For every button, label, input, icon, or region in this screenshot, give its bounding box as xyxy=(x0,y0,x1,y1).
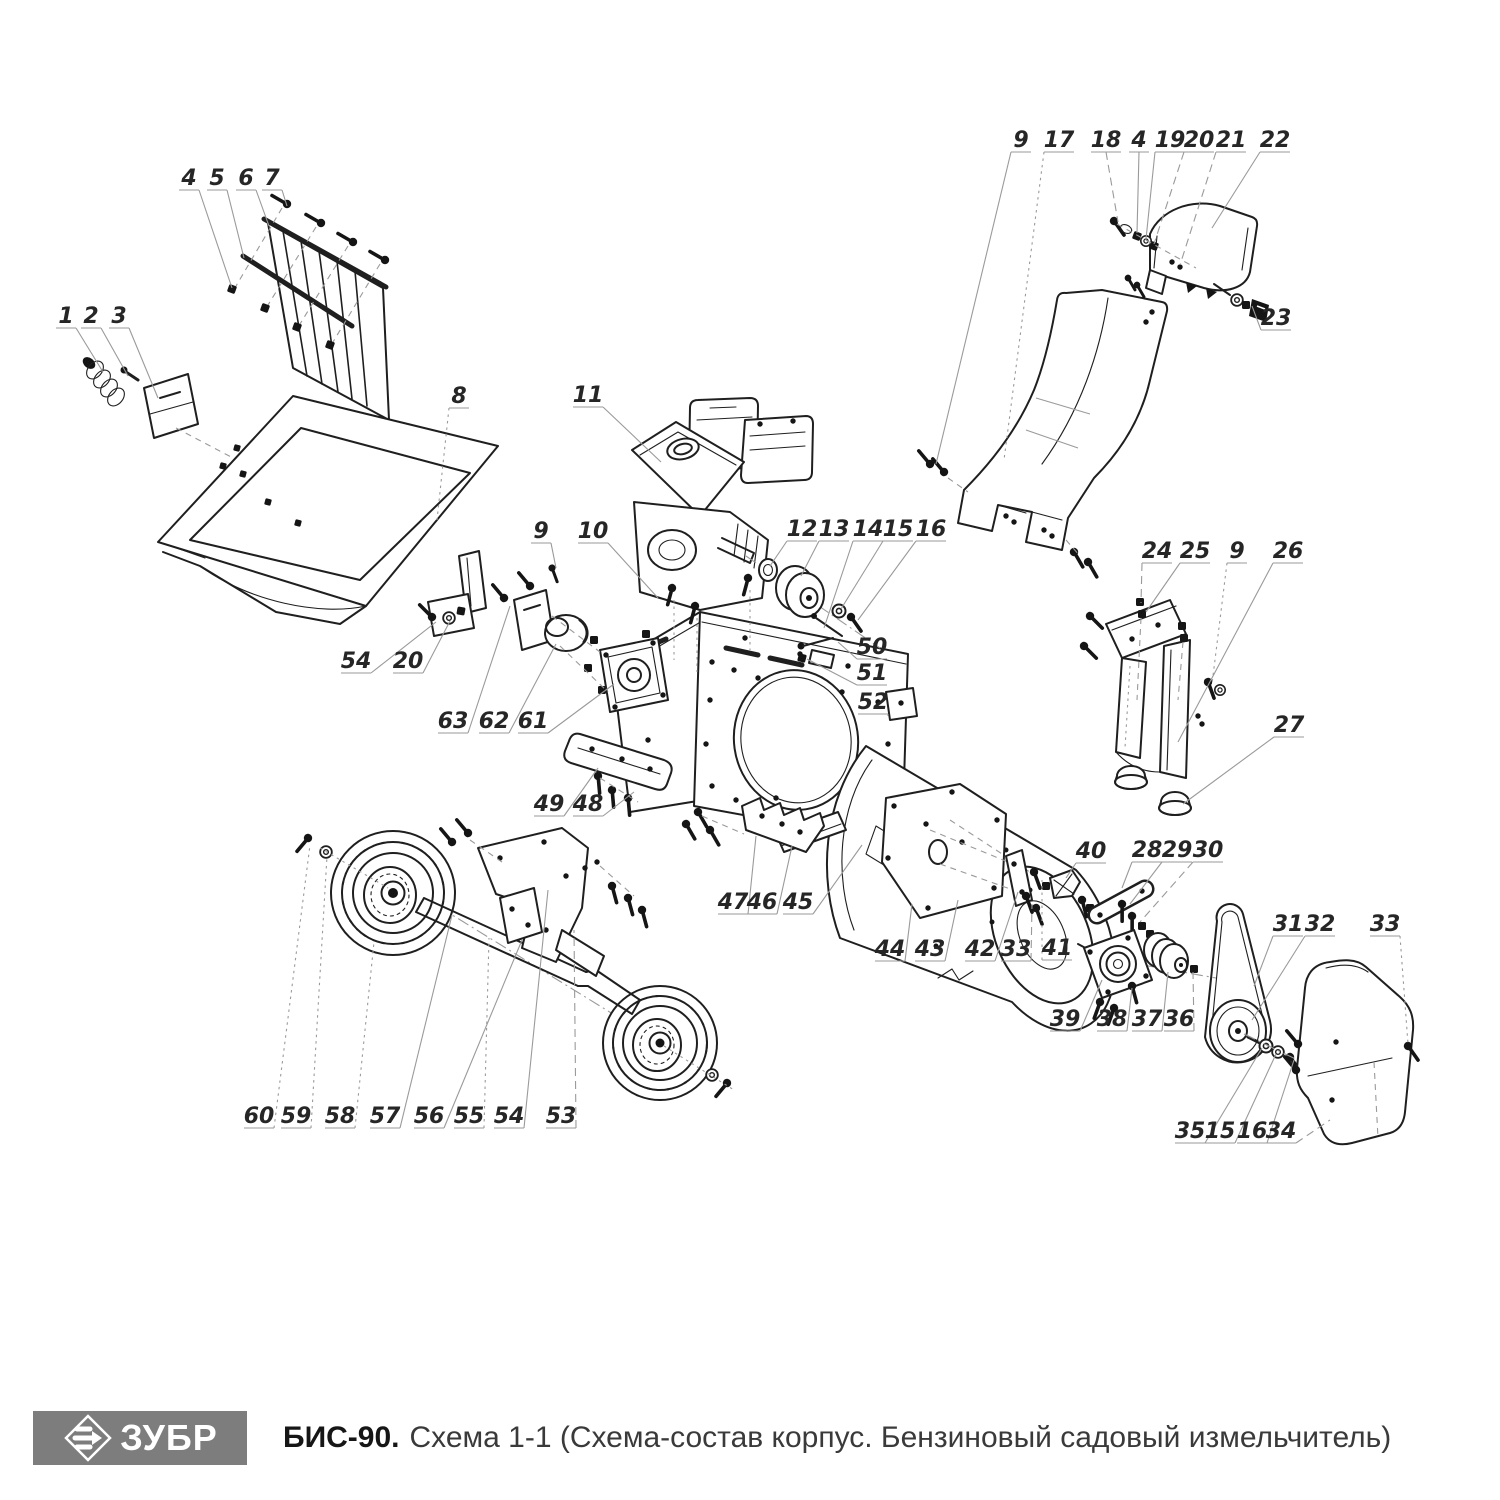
svg-text:15: 15 xyxy=(882,517,914,542)
callout-11 xyxy=(573,383,661,462)
svg-text:60: 60 xyxy=(243,1104,275,1129)
svg-text:44: 44 xyxy=(874,937,906,962)
brand-logo xyxy=(33,1411,247,1465)
svg-text:61: 61 xyxy=(517,709,549,734)
callout-4-2 xyxy=(1129,128,1149,233)
callout-31 xyxy=(1254,912,1303,986)
stand-group xyxy=(1078,598,1225,815)
svg-text:56: 56 xyxy=(413,1104,445,1129)
svg-text:58: 58 xyxy=(324,1104,356,1129)
svg-text:16: 16 xyxy=(1236,1119,1268,1144)
svg-text:4: 4 xyxy=(1131,128,1147,153)
svg-text:8: 8 xyxy=(451,384,467,409)
callout-36 xyxy=(1164,972,1195,1032)
scheme-label: Схема 1-1 (Схема-состав корпус. Бензиновый садовый измельчитель) xyxy=(409,1421,1392,1454)
svg-text:55: 55 xyxy=(453,1104,485,1129)
callout-9-2 xyxy=(936,128,1031,464)
svg-text:51: 51 xyxy=(856,661,888,686)
belt-cover-group xyxy=(1280,960,1423,1144)
svg-text:9: 9 xyxy=(1013,128,1029,153)
svg-text:47: 47 xyxy=(717,890,749,915)
svg-text:35: 35 xyxy=(1174,1119,1206,1144)
svg-text:29: 29 xyxy=(1161,838,1193,863)
svg-text:54: 54 xyxy=(493,1104,525,1129)
callout-56 xyxy=(414,940,522,1129)
svg-text:21: 21 xyxy=(1215,128,1247,153)
svg-text:19: 19 xyxy=(1154,128,1186,153)
svg-text:20: 20 xyxy=(1183,128,1215,153)
svg-text:18: 18 xyxy=(1090,128,1122,153)
svg-text:3: 3 xyxy=(111,304,127,329)
svg-text:16: 16 xyxy=(915,517,947,542)
svg-text:4: 4 xyxy=(181,166,197,191)
chute-group xyxy=(914,273,1167,576)
callout-58 xyxy=(325,942,374,1129)
svg-text:62: 62 xyxy=(478,709,510,734)
svg-text:13: 13 xyxy=(818,517,850,542)
svg-text:54: 54 xyxy=(340,649,372,674)
model-label: БИС-90. xyxy=(283,1421,400,1454)
svg-text:10: 10 xyxy=(577,519,609,544)
svg-text:11: 11 xyxy=(572,383,604,408)
svg-text:23: 23 xyxy=(1260,306,1292,331)
svg-text:9: 9 xyxy=(533,519,549,544)
svg-text:9: 9 xyxy=(1229,539,1245,564)
svg-text:20: 20 xyxy=(392,649,424,674)
svg-text:30: 30 xyxy=(1192,838,1224,863)
svg-text:33: 33 xyxy=(1000,937,1032,962)
footer-bar xyxy=(0,1400,1500,1500)
svg-text:52: 52 xyxy=(857,690,889,715)
callout-27 xyxy=(1183,713,1305,804)
svg-text:57: 57 xyxy=(369,1104,401,1129)
callout-18 xyxy=(1091,128,1122,222)
svg-text:27: 27 xyxy=(1273,713,1305,738)
svg-text:43: 43 xyxy=(914,937,946,962)
svg-text:33: 33 xyxy=(1369,912,1401,937)
svg-text:49: 49 xyxy=(533,792,565,817)
svg-text:12: 12 xyxy=(786,517,818,542)
callout-60 xyxy=(244,845,310,1129)
svg-text:15: 15 xyxy=(1204,1119,1236,1144)
svg-text:24: 24 xyxy=(1141,539,1173,564)
svg-text:5: 5 xyxy=(209,166,225,191)
svg-text:2: 2 xyxy=(83,304,99,329)
wheel-axle-group xyxy=(297,820,734,1100)
svg-text:25: 25 xyxy=(1179,539,1211,564)
hopper-group xyxy=(158,396,498,636)
brand-name: ЗУБР xyxy=(120,1417,218,1458)
svg-text:7: 7 xyxy=(264,166,280,191)
svg-text:34: 34 xyxy=(1265,1119,1297,1144)
svg-text:48: 48 xyxy=(572,792,604,817)
svg-text:59: 59 xyxy=(280,1104,312,1129)
svg-text:40: 40 xyxy=(1075,839,1107,864)
svg-text:22: 22 xyxy=(1259,128,1291,153)
svg-text:42: 42 xyxy=(964,937,996,962)
svg-text:1: 1 xyxy=(58,304,74,329)
callout-3 xyxy=(109,304,158,398)
zubr-arrow-icon xyxy=(62,1413,114,1463)
svg-text:41: 41 xyxy=(1041,936,1073,961)
diagram-caption xyxy=(283,1400,1391,1476)
svg-text:45: 45 xyxy=(782,890,814,915)
svg-text:17: 17 xyxy=(1043,128,1075,153)
svg-text:39: 39 xyxy=(1049,1007,1081,1032)
svg-text:46: 46 xyxy=(746,890,778,915)
svg-text:38: 38 xyxy=(1096,1007,1128,1032)
svg-text:50: 50 xyxy=(856,635,888,660)
svg-text:63: 63 xyxy=(437,709,469,734)
svg-text:37: 37 xyxy=(1131,1007,1163,1032)
svg-text:53: 53 xyxy=(545,1104,577,1129)
flap-panel-group xyxy=(227,196,389,421)
svg-text:26: 26 xyxy=(1272,539,1304,564)
svg-text:6: 6 xyxy=(238,166,254,191)
callout-24 xyxy=(1141,539,1172,603)
svg-text:14: 14 xyxy=(852,517,884,542)
svg-text:28: 28 xyxy=(1131,838,1163,863)
callout-9-3 xyxy=(1212,539,1247,684)
latch-group xyxy=(80,355,252,468)
callout-9 xyxy=(531,519,556,568)
svg-text:36: 36 xyxy=(1163,1007,1195,1032)
callout-52 xyxy=(858,690,889,716)
svg-text:32: 32 xyxy=(1304,912,1336,937)
svg-text:31: 31 xyxy=(1272,912,1304,937)
callout-26 xyxy=(1178,539,1303,742)
callout-59 xyxy=(281,856,327,1129)
